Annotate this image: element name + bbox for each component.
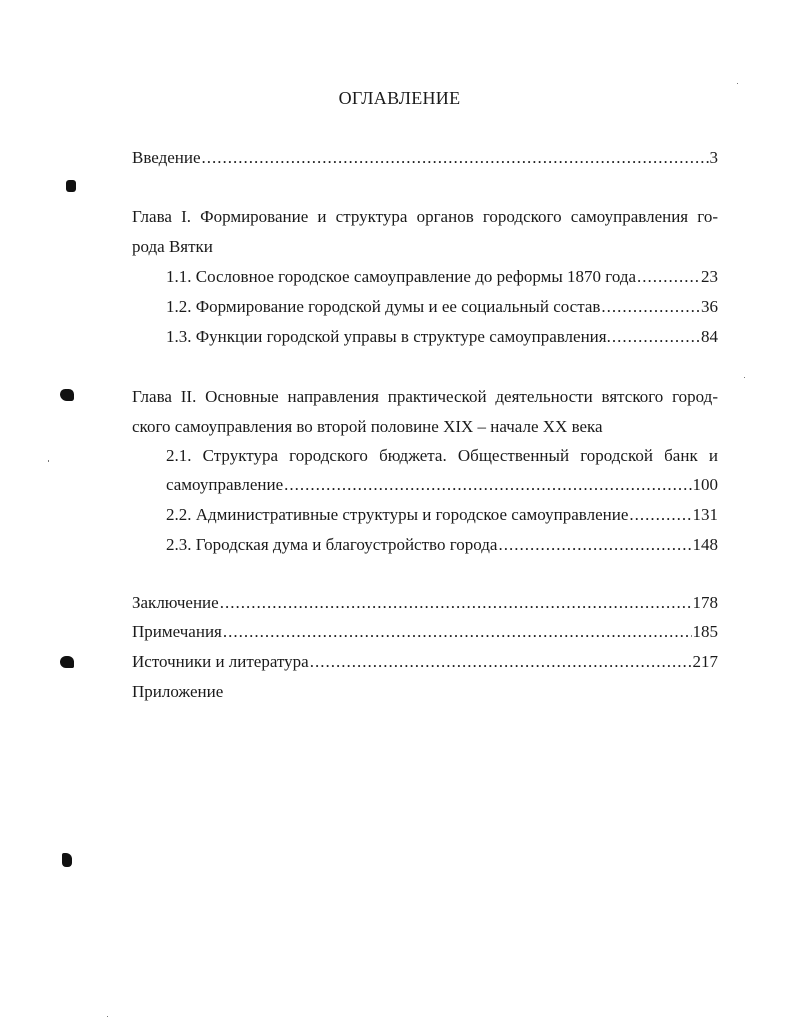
scan-mark-2 (60, 389, 74, 401)
chapter-2-heading-line-1: Глава II. Основные направления практической деятельности вятского город- (132, 387, 718, 406)
toc-entry-section-2-3[interactable] (166, 534, 718, 556)
chapter-1-heading[interactable] (132, 202, 718, 262)
toc-entry-label: 2.3. Городская дума и благоустройство города (166, 535, 498, 554)
toc-entry-conclusion[interactable] (132, 592, 718, 614)
toc-page-number: 84 (701, 327, 718, 346)
toc-entry-label: Введение (132, 148, 201, 167)
chapter-2-heading-line-2: ского самоуправления во второй половине XIX – начале XX века (132, 417, 603, 436)
toc-entry-label: Примечания (132, 622, 222, 641)
dot-leader (220, 592, 692, 614)
toc-entry-sources[interactable] (132, 651, 718, 673)
toc-entry-section-1-3[interactable] (166, 326, 718, 348)
scan-speck-2 (737, 83, 738, 84)
dot-leader (310, 651, 692, 673)
toc-entry-label: Заключение (132, 593, 219, 612)
toc-page-number: 148 (692, 535, 718, 554)
toc-entry-section-1-1[interactable] (166, 266, 718, 288)
toc-entry-label: самоуправление (166, 475, 284, 494)
dot-leader (223, 621, 692, 643)
dot-leader (202, 147, 709, 169)
dot-leader (601, 296, 700, 318)
toc-entry-label: 1.2. Формирование городской думы и ее социальный состав (166, 297, 601, 316)
scan-speck-1 (48, 460, 49, 462)
dot-leader (637, 266, 700, 288)
toc-page-number: 217 (692, 652, 718, 671)
dot-leader (498, 534, 691, 556)
toc-entry-appendix[interactable]: Приложение (132, 682, 224, 701)
scan-mark-1 (66, 180, 76, 192)
dot-leader (284, 474, 691, 496)
toc-entry-label: 2.2. Административные структуры и городское самоуправление (166, 505, 629, 524)
toc-page-number: 3 (709, 148, 718, 167)
toc-entry-introduction[interactable] (132, 147, 718, 169)
toc-page-number: 36 (701, 297, 718, 316)
chapter-2-heading[interactable] (132, 382, 718, 442)
toc-page-number: 178 (692, 593, 718, 612)
scan-speck-3 (744, 377, 745, 378)
chapter-1-heading-line-1: Глава I. Формирование и структура органов городского самоуправления го- (132, 207, 718, 226)
scan-speck-4 (107, 1016, 108, 1017)
toc-entry-section-1-2[interactable] (166, 296, 718, 318)
toc-entry-label: 1.1. Сословное городское самоуправление до реформы 1870 года (166, 267, 637, 286)
toc-page-number: 100 (692, 475, 718, 494)
scan-mark-4 (62, 853, 72, 867)
scan-mark-3 (60, 656, 74, 668)
toc-entry-section-2-1[interactable] (166, 474, 718, 496)
toc-entry-label: Источники и литература (132, 652, 309, 671)
toc-page-number: 131 (692, 505, 718, 524)
toc-entry-label: 1.3. Функции городской управы в структуре самоуправления. (166, 327, 611, 346)
dot-leader (629, 504, 691, 526)
toc-page-number: 185 (692, 622, 718, 641)
toc-page-number: 23 (701, 267, 718, 286)
toc-entry-notes[interactable] (132, 621, 718, 643)
toc-entry-section-2-2[interactable] (166, 504, 718, 526)
dot-leader (612, 326, 700, 348)
chapter-1-heading-line-2: рода Вятки (132, 237, 213, 256)
page-title: ОГЛАВЛЕНИЕ (338, 88, 461, 108)
toc-entry-section-2-1-line-1[interactable]: 2.1. Структура городского бюджета. Общественный городской банк и (166, 446, 718, 465)
